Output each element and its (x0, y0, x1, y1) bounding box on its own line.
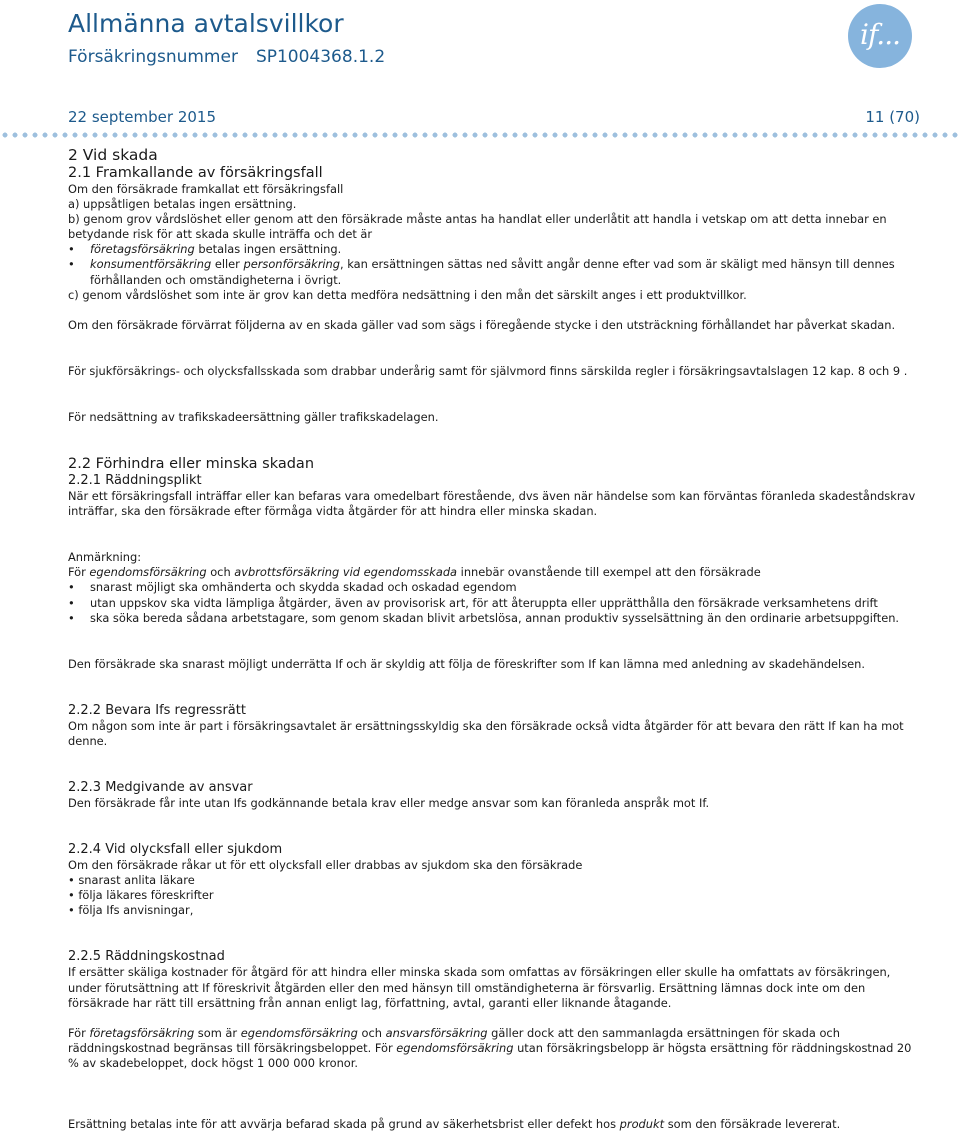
term: egendomsförsäkring (396, 1040, 514, 1055)
paragraph: Den försäkrade får inte utan Ifs godkännande betala krav eller medge ansvar som kan föranleda anspråk mot If. (68, 795, 710, 810)
paragraph: c) genom vårdslöshet som inte är grov kan detta medföra nedsättning i den mån det särskilt anges i ett produktvillkor. (68, 287, 747, 302)
paragraph: a) uppsåtligen betalas ingen ersättning. (68, 197, 297, 212)
paragraph: Om någon som inte är part i försäkringsavtalet är ersättningsskyldig ska den försäkrade också vidta åtgärder för att bevara den rätt If kan ha mot denne. (68, 718, 904, 748)
document-body (68, 146, 920, 1132)
term: konsumentförsäkring (90, 257, 212, 272)
bullet-item: • utan uppskov ska vidta lämpliga åtgärder, även av provisorisk art, för att återuppta eller upprätthålla den försäkrade verksamhetens drift (68, 596, 920, 611)
section-heading-2-2-4: 2.2.4 Vid olycksfall eller sjukdom (68, 842, 283, 858)
term: egendomsförsäkring (240, 1025, 358, 1040)
term: produkt (619, 1117, 665, 1131)
policy-number-label: Försäkringsnummer (68, 47, 238, 67)
bullet-item: • ska söka bereda sådana arbetstagare, som genom skadan blivit arbetslösa, annan produktiv sysselsättning än den ordinarie arbetsuppgiften. (68, 611, 920, 626)
bullet-item: • snarast möjligt ska omhänderta och skydda skadad och oskadad egendom (68, 580, 920, 595)
document-date: 22 september 2015 (68, 108, 217, 126)
paragraph: b) genom grov vårdslöshet eller genom att den försäkrade måste antas ha handlat eller underlåtit att handla i vetskap om att detta innebar en betydande risk för att skada skulle inträffa och det är (68, 212, 887, 242)
section-heading-2-2-5: 2.2.5 Räddningskostnad (68, 949, 225, 965)
paragraph: If ersätter skäliga kostnader för åtgärd för att hindra eller minska skada som omfattas av försäkringen eller skulle ha omfattats av försäkringen, under förutsättning att If föreskrivit åtgärden eller den med hänsyn till omständigheterna är försvarlig. Ersättning lämnas dock inte om den försäkrade har rätt till ersättning från annan enligt lag, författning, avtal, garanti eller liknande åtagande. (68, 965, 891, 1010)
bullet-item: • företagsförsäkring betalas ingen ersättning. (68, 242, 920, 257)
paragraph: Om den försäkrade förvärrat följderna av en skada gäller vad som sägs i föregående stycke i den utsträckning förhållandet har påverkat skadan. (68, 317, 896, 332)
section-heading-2-2-1: 2.2.1 Räddningsplikt (68, 473, 202, 489)
term: avbrottsförsäkring vid egendomsskada (234, 565, 458, 580)
section-heading-2-1: 2.1 Framkallande av försäkringsfall (68, 165, 323, 181)
section-heading-2-2-2: 2.2.2 Bevara Ifs regressrätt (68, 702, 246, 718)
section-heading-2-2: 2.2 Förhindra eller minska skadan (68, 456, 315, 473)
paragraph: För sjukförsäkrings- och olycksfallsskada som drabbar underårig samt för självmord finns särskilda regler i försäkringsavtalslagen 12 kap. 8 och 9 . (68, 363, 908, 378)
paragraph: För företagsförsäkring som är egendomsförsäkring och ansvarsförsäkring gäller dock att den sammanlagda ersättningen för skada och räddningskostnad begränsas till försäkringsbeloppet. För egendomsförsäkring utan försäkringsbelopp är högsta ersättning för räddningskostnad 20 % av skadebeloppet, dock högst 1 000 000 kronor. (68, 1025, 912, 1070)
page-number: 11 (70) (865, 108, 920, 126)
bullet-item: • konsumentförsäkring eller personförsäkring, kan ersättningen sättas ned såvitt angår denne efter vad som är skäligt med hänsyn till dennes förhållanden och omständigheterna i övrigt. (68, 257, 920, 287)
paragraph: När ett försäkringsfall inträffar eller kan befaras vara omedelbart förestående, dvs även när händelse som kan förväntas föranleda skadeståndskrav inträffar, ska den försäkrade efter förmåga vidta åtgärder för att hindra eller minska skadan. (68, 489, 916, 519)
bullet-item: • följa Ifs anvisningar, (68, 903, 920, 918)
section-heading-2: 2 Vid skada (68, 146, 158, 164)
bullet-item: • följa läkares föreskrifter (68, 888, 920, 903)
paragraph: För egendomsförsäkring och avbrottsförsäkring vid egendomsskada innebär ovanstående till exempel att den försäkrade (68, 565, 761, 580)
term: företagsförsäkring (89, 1025, 195, 1040)
policy-number-value: SP1004368.1.2 (255, 47, 386, 67)
if-logo: if... (848, 4, 912, 68)
document-title: Allmänna avtalsvillkor (68, 9, 344, 38)
term: personförsäkring (243, 257, 340, 272)
dotted-divider (0, 131, 960, 139)
policy-number-line (68, 47, 385, 67)
paragraph: Om den försäkrade råkar ut för ett olycksfall eller drabbas av sjukdom ska den försäkrade (68, 858, 583, 873)
term: ansvarsförsäkring (385, 1025, 488, 1040)
section-heading-2-2-3: 2.2.3 Medgivande av ansvar (68, 779, 253, 795)
bullet-item: • snarast anlita läkare (68, 873, 920, 888)
term: företagsförsäkring (90, 242, 195, 257)
term: egendomsförsäkring (89, 565, 207, 580)
paragraph: Ersättning betalas inte för att avvärja befarad skada på grund av säkerhetsbrist eller defekt hos produkt som den försäkrade levererat. (68, 1117, 841, 1131)
paragraph: Om den försäkrade framkallat ett försäkringsfall (68, 182, 344, 196)
paragraph: För nedsättning av trafikskadeersättning gäller trafikskadelagen. (68, 409, 439, 424)
paragraph: Den försäkrade ska snarast möjligt underrätta If och är skyldig att följa de föreskrifter som If kan lämna med anledning av skadehändelsen. (68, 656, 865, 671)
note-label: Anmärkning: (68, 550, 142, 565)
